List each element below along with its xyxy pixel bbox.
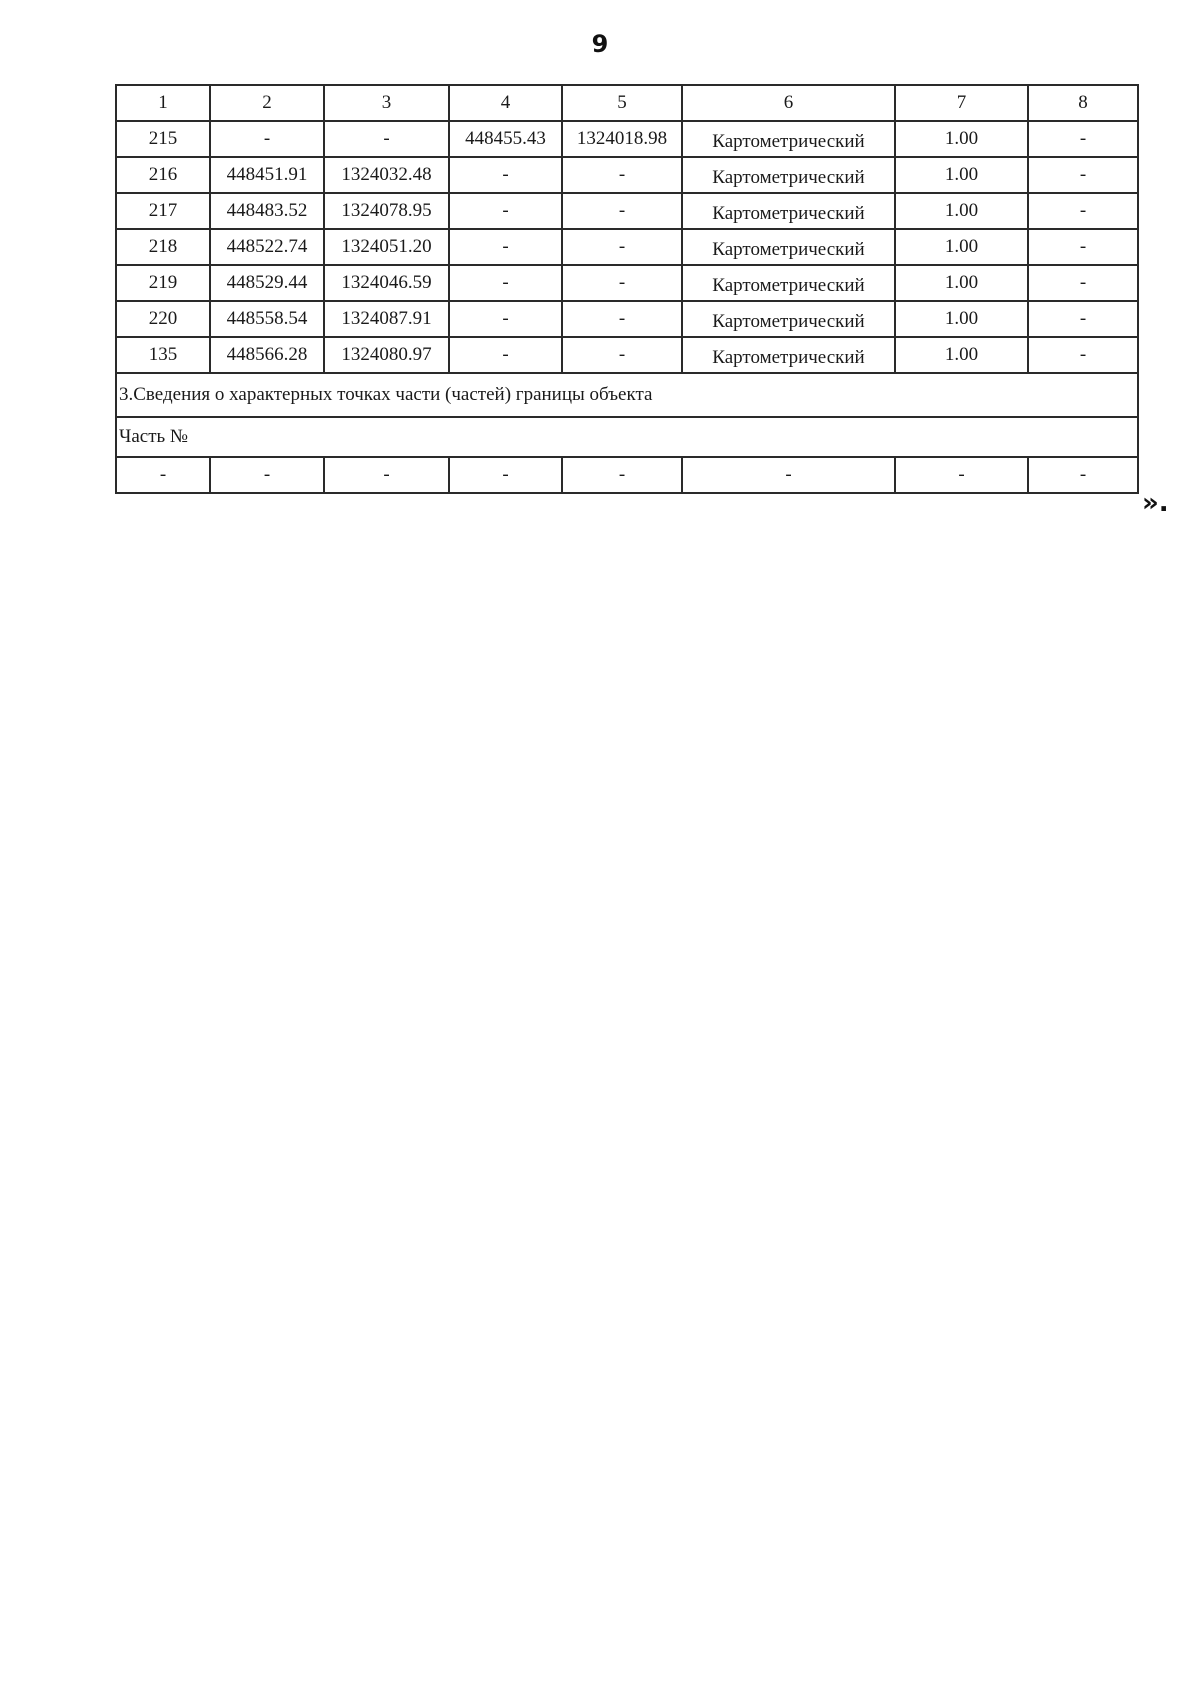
table-row: [116, 337, 1138, 373]
x-new-cell: -: [449, 337, 562, 373]
empty-cell: -: [895, 457, 1028, 493]
section-row: [116, 373, 1138, 417]
description-cell: -: [1028, 265, 1138, 301]
y-cell: -: [324, 121, 449, 157]
part-label: Часть №: [116, 417, 1138, 457]
y-new-cell: 1324018.98: [562, 121, 682, 157]
column-header: 4: [449, 85, 562, 121]
empty-cell: -: [449, 457, 562, 493]
accuracy-cell: 1.00: [895, 157, 1028, 193]
x-cell: -: [210, 121, 324, 157]
method-cell: Картометрический: [682, 301, 895, 337]
coordinates-table: [115, 84, 1139, 494]
x-cell: 448529.44: [210, 265, 324, 301]
point-number-cell: 216: [116, 157, 210, 193]
empty-cell: -: [682, 457, 895, 493]
table-row: [116, 301, 1138, 337]
empty-cell: -: [324, 457, 449, 493]
accuracy-cell: 1.00: [895, 121, 1028, 157]
accuracy-cell: 1.00: [895, 229, 1028, 265]
empty-cell: -: [562, 457, 682, 493]
page-number: 9: [591, 30, 609, 58]
empty-table-row: [116, 457, 1138, 493]
column-header: 6: [682, 85, 895, 121]
description-cell: -: [1028, 121, 1138, 157]
table-row: [116, 265, 1138, 301]
accuracy-cell: 1.00: [895, 265, 1028, 301]
accuracy-cell: 1.00: [895, 337, 1028, 373]
column-header: 1: [116, 85, 210, 121]
table-row: [116, 229, 1138, 265]
description-cell: -: [1028, 337, 1138, 373]
y-new-cell: -: [562, 301, 682, 337]
empty-cell: -: [1028, 457, 1138, 493]
empty-cell: -: [116, 457, 210, 493]
point-number-cell: 219: [116, 265, 210, 301]
y-cell: 1324087.91: [324, 301, 449, 337]
method-cell: Картометрический: [682, 193, 895, 229]
column-header: 3: [324, 85, 449, 121]
x-new-cell: -: [449, 265, 562, 301]
x-new-cell: 448455.43: [449, 121, 562, 157]
y-cell: 1324046.59: [324, 265, 449, 301]
description-cell: -: [1028, 157, 1138, 193]
table-header-row: [116, 85, 1138, 121]
x-cell: 448558.54: [210, 301, 324, 337]
x-new-cell: -: [449, 229, 562, 265]
y-new-cell: -: [562, 337, 682, 373]
table-row: [116, 121, 1138, 157]
x-cell: 448566.28: [210, 337, 324, 373]
section-title: 3.Сведения о характерных точках части (частей) границы объекта: [116, 373, 1138, 417]
closing-quote-mark: ».: [1142, 488, 1169, 518]
table-row: [116, 157, 1138, 193]
method-cell: Картометрический: [682, 265, 895, 301]
column-header: 5: [562, 85, 682, 121]
accuracy-cell: 1.00: [895, 301, 1028, 337]
description-cell: -: [1028, 229, 1138, 265]
y-new-cell: -: [562, 193, 682, 229]
method-cell: Картометрический: [682, 157, 895, 193]
column-header: 7: [895, 85, 1028, 121]
method-cell: Картометрический: [682, 337, 895, 373]
y-new-cell: -: [562, 265, 682, 301]
empty-cell: -: [210, 457, 324, 493]
x-cell: 448451.91: [210, 157, 324, 193]
x-new-cell: -: [449, 193, 562, 229]
point-number-cell: 217: [116, 193, 210, 229]
x-cell: 448483.52: [210, 193, 324, 229]
y-cell: 1324051.20: [324, 229, 449, 265]
description-cell: -: [1028, 301, 1138, 337]
y-cell: 1324080.97: [324, 337, 449, 373]
point-number-cell: 220: [116, 301, 210, 337]
point-number-cell: 218: [116, 229, 210, 265]
point-number-cell: 215: [116, 121, 210, 157]
column-header: 8: [1028, 85, 1138, 121]
method-cell: Картометрический: [682, 121, 895, 157]
y-cell: 1324078.95: [324, 193, 449, 229]
table-row: [116, 193, 1138, 229]
x-new-cell: -: [449, 301, 562, 337]
x-cell: 448522.74: [210, 229, 324, 265]
part-row: [116, 417, 1138, 457]
column-header: 2: [210, 85, 324, 121]
y-cell: 1324032.48: [324, 157, 449, 193]
description-cell: -: [1028, 193, 1138, 229]
accuracy-cell: 1.00: [895, 193, 1028, 229]
point-number-cell: 135: [116, 337, 210, 373]
x-new-cell: -: [449, 157, 562, 193]
method-cell: Картометрический: [682, 229, 895, 265]
y-new-cell: -: [562, 229, 682, 265]
y-new-cell: -: [562, 157, 682, 193]
